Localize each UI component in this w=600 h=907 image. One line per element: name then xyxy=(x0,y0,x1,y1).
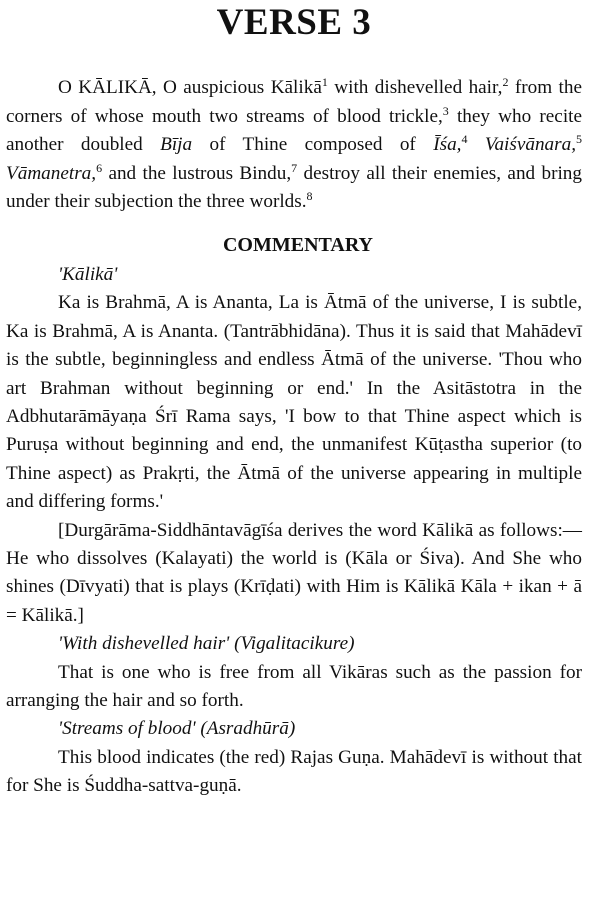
vaisvanara-term: Vaiśvānara, xyxy=(484,134,576,156)
verse-paragraph xyxy=(6,74,582,217)
verse-text-run xyxy=(467,134,484,155)
verse-text-run: and the lustrous Bindu, xyxy=(102,162,292,184)
footnote-ref[interactable]: 6 xyxy=(96,160,103,175)
commentary-paragraph: This blood indicates (the red) Rajas Guṇa. Mahādevī is without that for She is Śuddha-sattva-guṇā. xyxy=(6,746,582,797)
verse-text-run: destroy all their enemies, and bring under their subjection the three worlds. xyxy=(6,162,582,213)
commentary-paragraph: [Durgārāma-Siddhāntavāgīśa derives the word Kālikā as follows:—He who dissolves (Kalayati) the world is (Kāla or Śiva). And She who shines (Dīvyati) that is plays (Krīḍati) with Him is Kālikā Kāla + ikan + ā = Kālikā.] xyxy=(6,519,582,626)
subheading-kalika: 'Kālikā' xyxy=(58,263,118,285)
footnote-ref[interactable]: 5 xyxy=(576,132,582,147)
subheading-dishevelled-hair: 'With dishevelled hair' (Vigalitacikure) xyxy=(58,633,355,655)
footnote-ref[interactable]: 4 xyxy=(461,132,468,147)
verse-text-run: with dishevelled hair, xyxy=(327,77,503,98)
verse-text-run: of Thine composed of xyxy=(192,134,434,156)
footnote-ref[interactable]: 1 xyxy=(321,75,328,89)
footnote-ref[interactable]: 8 xyxy=(306,189,313,204)
commentary-body xyxy=(6,261,582,801)
isa-term: Īśa, xyxy=(433,134,462,156)
subheading-streams-of-blood: 'Streams of blood' (Asradhūrā) xyxy=(58,718,296,740)
footnote-ref[interactable]: 2 xyxy=(502,75,509,89)
footnote-ref[interactable]: 7 xyxy=(291,160,298,175)
bija-term: Bīja xyxy=(160,134,193,156)
verse-text-run: O KĀLIKĀ, O auspicious Kālikā xyxy=(58,77,322,98)
footnote-ref[interactable]: 3 xyxy=(442,103,449,118)
verse-text xyxy=(6,74,582,217)
verse-title: VERSE 3 xyxy=(216,2,372,43)
commentary-paragraph: Ka is Brahmā, A is Ananta, La is Ātmā of the universe, I is subtle, Ka is Brahmā, A is Ananta. (Tantrābhidāna). Thus it is said that Mahādevī is the subtle, beginningless and endless Ātmā of the universe. 'Thou who art Brahman without beginning or end.' In the Asitāstotra in the Adbhutarāmāyaṇa Śrī Rama says, 'I bow to that Thine aspect which is Puruṣa without beginning and end, the unmanifest Kūṭastha superior (to Thine aspect) as Prakṛti, the Ātmā of the universe appearing in multiple and differing forms.' xyxy=(6,292,582,513)
verse-text-run: they who recite another doubled xyxy=(6,105,582,156)
commentary-heading: COMMENTARY xyxy=(222,233,374,256)
vamanetra-term: Vāmanetra, xyxy=(6,162,97,184)
verse-text-run: from the corners of whose mouth two streams of blood trickle, xyxy=(6,77,582,127)
commentary-paragraph: That is one who is free from all Vikāras such as the passion for arranging the hair and so forth. xyxy=(6,661,582,712)
